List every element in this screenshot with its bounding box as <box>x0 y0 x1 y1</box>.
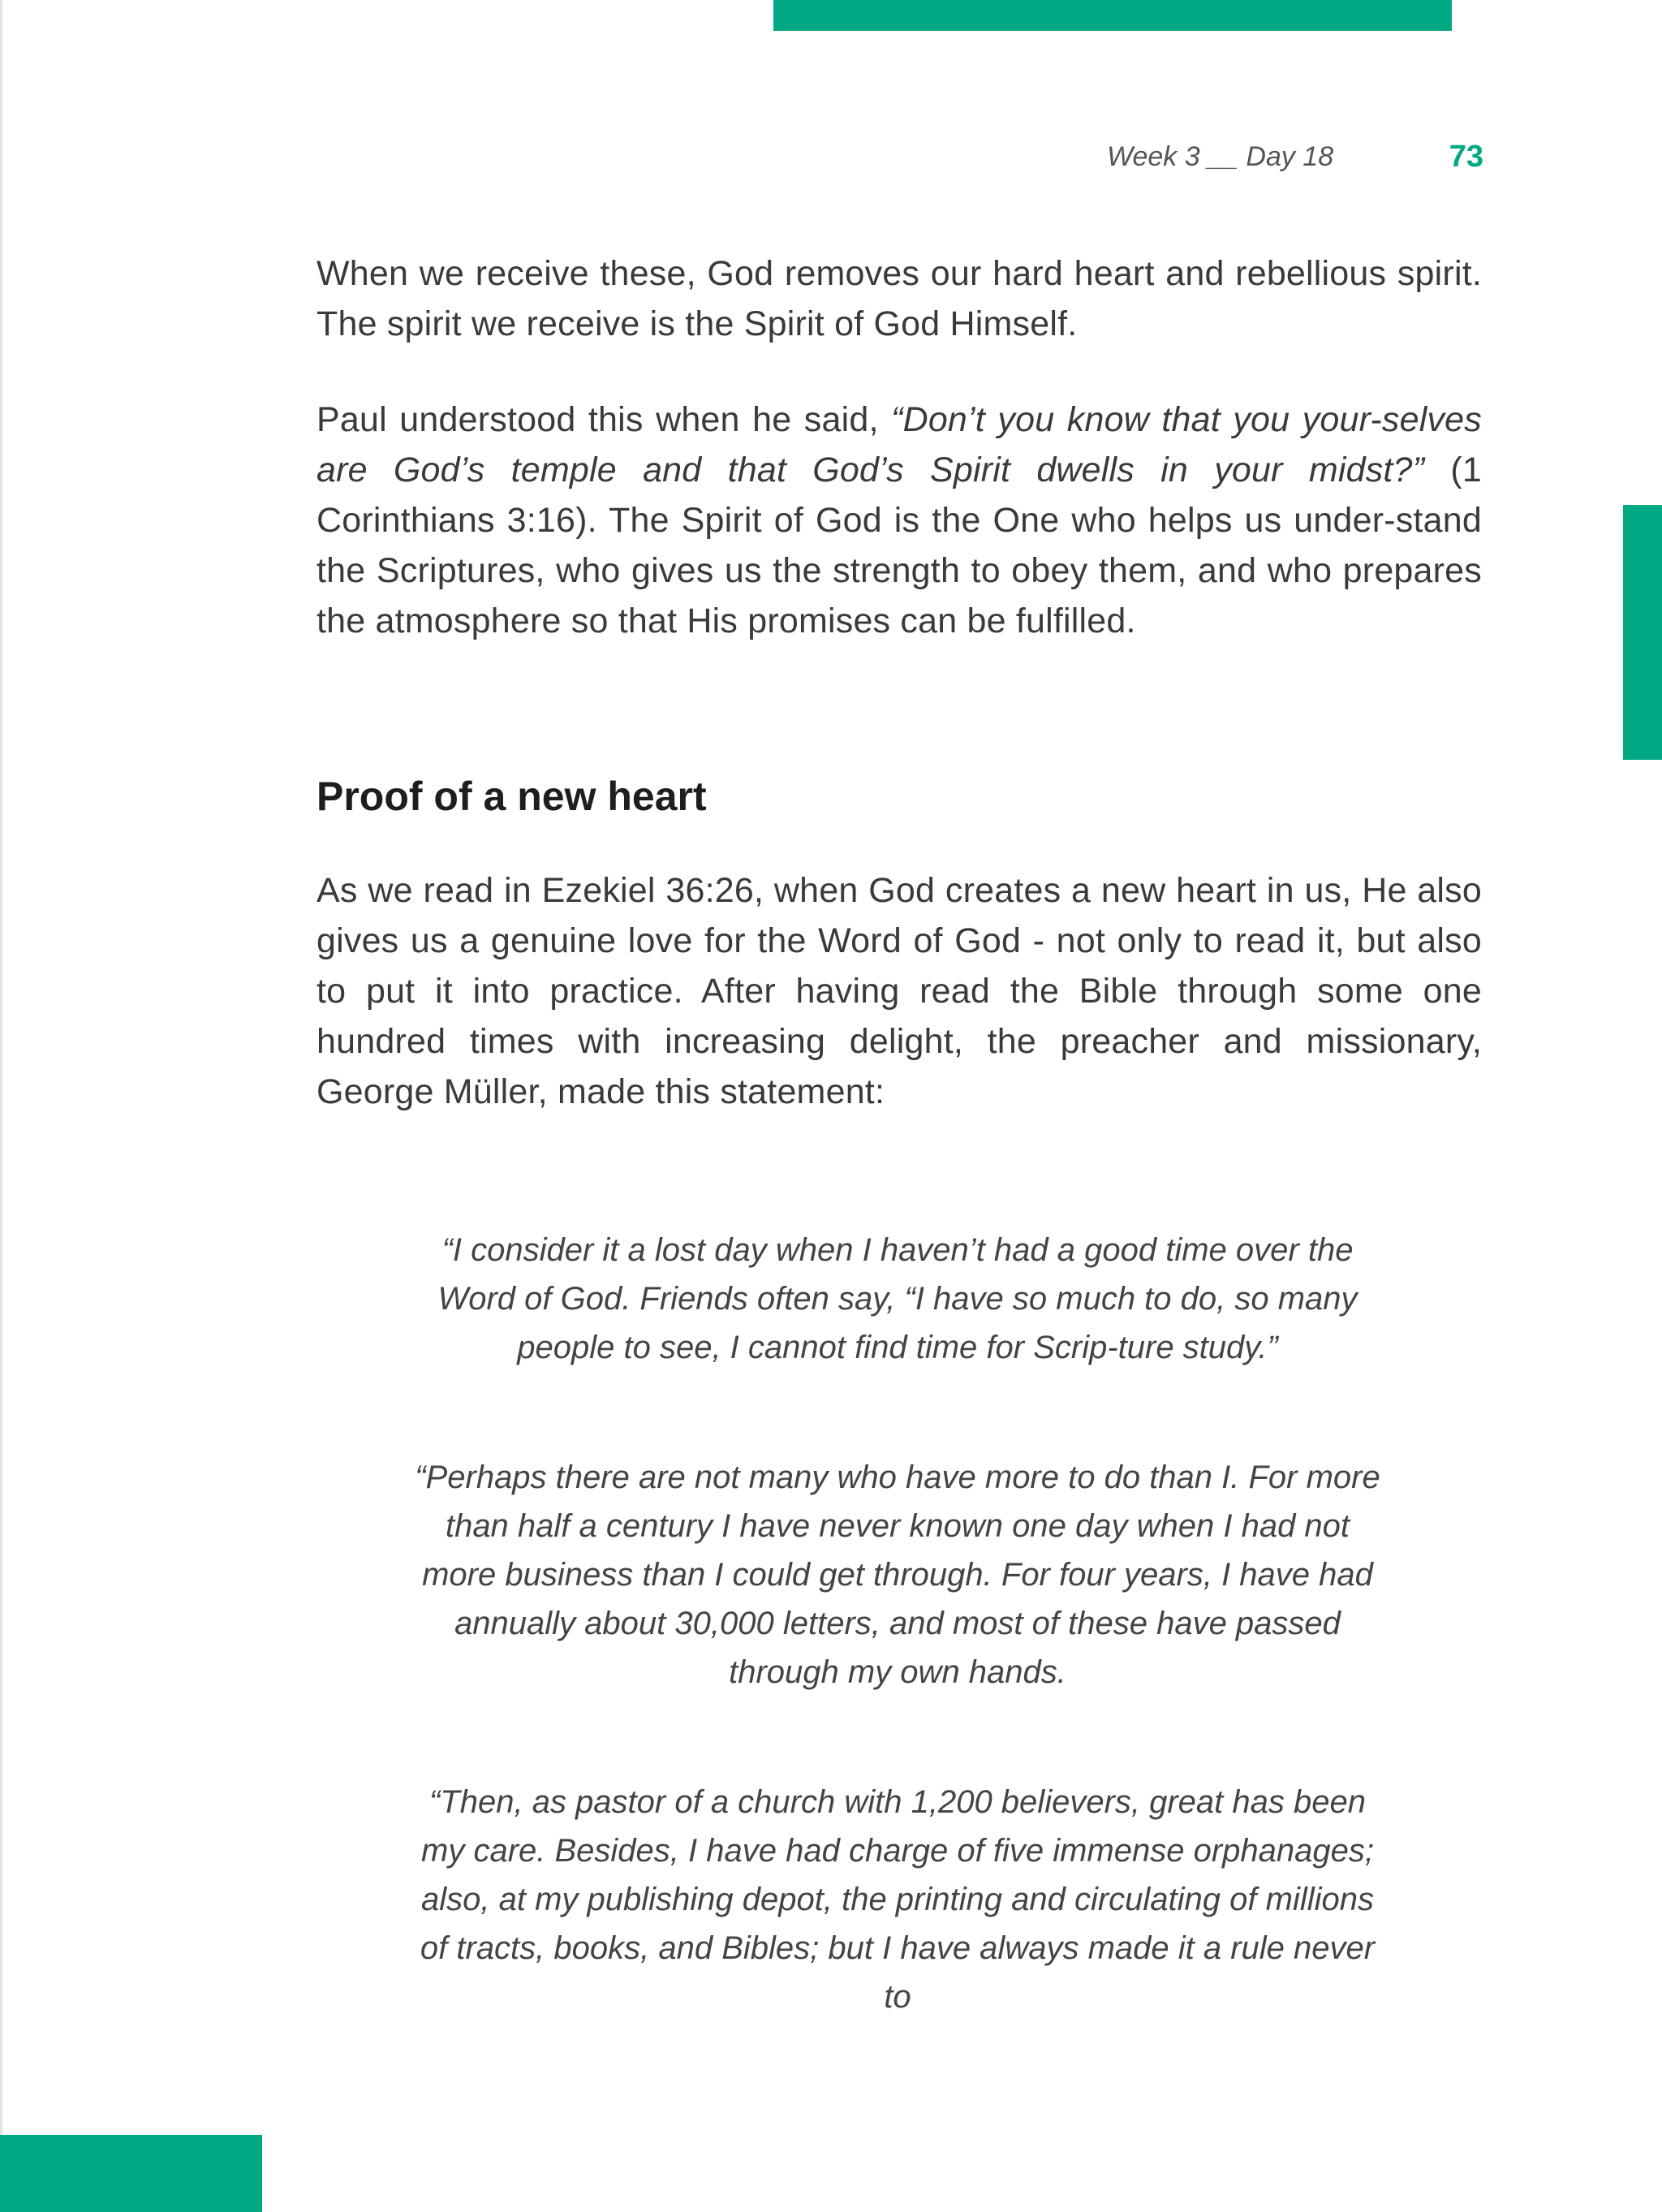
section-heading: Proof of a new heart <box>316 774 707 819</box>
main-content <box>316 248 1482 1117</box>
running-title <box>1107 141 1333 173</box>
scripture-quote: “Don’t you know that you your-selves are God’s temple and that God’s Spirit dwells in your midst?” <box>316 400 1482 489</box>
block-quote-1: “I consider it a lost day when I haven’t had a good time over the Word of God. Friends often say, “I have so much to do, so many people to see, I cannot find time for Scrip-ture study.” <box>437 1232 1358 1365</box>
page-number: 73 <box>1449 140 1483 174</box>
right-thumb-tab <box>1623 505 1662 760</box>
paragraph-2 <box>316 395 1482 646</box>
block-quote-3: “Then, as pastor of a church with 1,200 believers, great has been my care. Besides, I have had charge of five immense orphanages; also, at my publishing depot, the printing and circulating of millions of tracts, books, and Bibles; but I have always made it a rule never to <box>420 1784 1376 2015</box>
day-label: Day 18 <box>1246 141 1334 172</box>
bottom-accent-tab <box>0 2135 262 2212</box>
running-header <box>1055 140 1483 180</box>
header-separator: __ <box>1208 141 1238 172</box>
paragraph-2-rest: (1 Corinthians 3:16). The Spirit of God is the One who helps us under-stand the Scriptures, who gives us the strength to obey them, and who prepares the atmosphere so that His promises can be fulfilled. <box>316 451 1483 640</box>
block-quote-2: “Perhaps there are not many who have more to do than I. For more than half a century I have never known one day when I had not more business than I could get through. For four years, I have had annually about 30,000 letters, and most of these have passed through my own hands. <box>415 1460 1380 1690</box>
top-accent-tab <box>773 0 1452 31</box>
page-left-edge <box>0 0 2 2212</box>
paragraph-1: When we receive these, God removes our hard heart and rebellious spirit. The spirit we receive is the Spirit of God Himself. <box>316 254 1482 343</box>
paragraph-2-intro: Paul understood this when he said, <box>316 400 892 439</box>
block-quotes <box>414 1226 1381 2021</box>
paragraph-3: As we read in Ezekiel 36:26, when God creates a new heart in us, He also gives us a genuine love for the Word of God - not only to read it, but also to put it into practice. After having read the Bible through some one hundred times with increasing delight, the preacher and missionary, George Müller, made this statement: <box>316 871 1482 1111</box>
week-label: Week 3 <box>1107 141 1200 172</box>
